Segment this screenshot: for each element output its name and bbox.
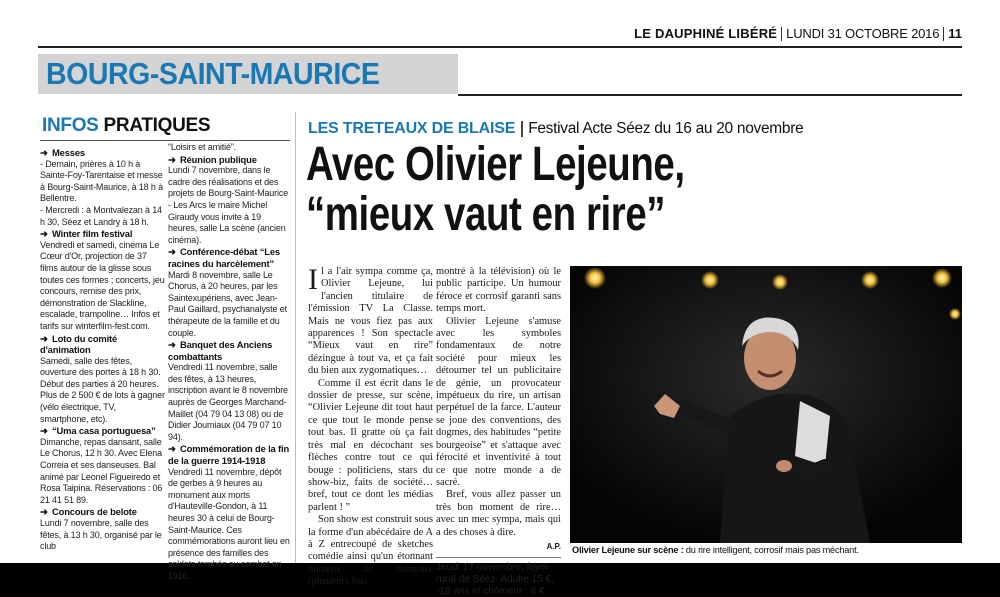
info-item: [40, 333, 165, 426]
info-item-title: “Uma casa portuguesa”: [52, 425, 156, 437]
info-item-title: Concours de belote: [52, 506, 137, 518]
practical-info: Jeudi 17 novembre, foyer rural de Séez. Adulte 15 €, -18 ans et chômeur : 8 €.: [436, 562, 554, 597]
info-item-title: Réunion publique: [180, 153, 257, 165]
article-paragraph: Bref, vous allez passer un très bon moment de rire… avec un mec sympa, mais qui a des choses à dire.: [436, 489, 561, 538]
top-rule: [38, 46, 962, 48]
newspaper-name: LE DAUPHINÉ LIBÉRÉ: [634, 26, 778, 41]
info-item: [40, 228, 165, 332]
infos-pratiques-heading: [42, 115, 210, 137]
stage-performer-illustration: [570, 266, 962, 543]
issue-date: LUNDI 31 OCTOBRE 2016: [786, 26, 940, 41]
info-item-body: Lundi 7 novembre, dans le cadre des réalisations et des projets de Bourg-Saint-Maurice - Les Arcs le maire Michel Giraudy vous invite à 19 heures, salle La scène (ancien cinéma).: [168, 165, 289, 245]
arrow-icon: ➜: [168, 443, 176, 455]
info-item: [168, 443, 292, 582]
info-item-title: Loto du comité d'animation: [40, 332, 118, 356]
info-item-title: Commémoration de la fin de la guerre 1914-1918: [168, 443, 290, 467]
article-subtitle: Festival Acte Séez du 16 au 20 novembre: [528, 120, 804, 137]
arrow-icon: ➜: [40, 332, 48, 344]
article-paragraph: Olivier Lejeune s'amuse avec les symboles fondamentaux de notre société pour mieux les détourner tel un publicitaire de génie, un provocateur impétueux du rire, un artisan perpétuel de la farce. L'auteur se joue des conventions, des dogmes, des habitudes “petite bourgeoise” et s'attaque avec férocité et inventivité à tout ce que notre monde a de sacré.: [436, 315, 561, 488]
masthead-separator: [943, 27, 944, 41]
article-photo: [570, 266, 962, 543]
info-item: [40, 425, 165, 506]
page-number: 11: [948, 26, 962, 41]
info-item: [40, 506, 165, 552]
author-signature: A.P.: [546, 541, 561, 551]
arrow-icon: ➜: [40, 425, 48, 437]
caption-text: du rire intelligent, corrosif mais pas méchant.: [683, 545, 859, 555]
kicker-separator: [521, 121, 523, 137]
infos-column-1: [40, 147, 165, 553]
infos-rule: [40, 140, 290, 141]
info-item-body: Mardi 8 novembre, salle Le Chorus, à 20 heures, par les Saintexupériens, avec Jean-Paul Gaillard, psychanalyste et thérapeute de la famille et du couple.: [168, 269, 287, 338]
article-paragraph: Son show est construit sous la forme d'un abécédaire de A à Z entrecoupé de sketches comédie ainsi qu'un étonnant numéro de mémoire (plusieurs fois: [308, 514, 433, 588]
info-item-body: Vendredi 11 novembre, dépôt de gerbes à 9 heures au monument aux morts d'Hauteville-Gondon, à 11 heures 30 à celui de Bourg-Saint-Maurice. Ces commémorations auront lieu en présence des familles des soldats tombés au combat en 1916.: [168, 466, 290, 581]
info-item-body: - Demain, prières à 10 h à Sainte-Foy-Tarentaise et messe à Bourg-Saint-Maurice, à 18 h à Bellentre. - Mercredi : à Montvalezan à 14 h 30, Séez et Landry à 18 h.: [40, 158, 163, 227]
arrow-icon: ➜: [168, 246, 176, 258]
drop-cap: I: [308, 263, 318, 296]
info-item-title: Winter film festival: [52, 228, 133, 240]
info-item: [168, 154, 292, 247]
arrow-icon: ➜: [40, 228, 48, 240]
info-item-title: Conférence-débat “Les racines du harcèlement”: [168, 246, 280, 269]
article-column-1: [308, 263, 433, 589]
stage-light: [949, 308, 961, 320]
stage-light: [932, 268, 952, 288]
info-item-continuation: “Loisirs et amitié”.: [168, 142, 237, 152]
info-item: [168, 246, 292, 339]
article-paragraph: Comme il est écrit dans le dossier de presse, sur scène, “Olivier Lejeune dit tout haut ce que tout le monde pense tout bas. Il gratte où ça fait très mal en décochant ses flèches contre tout ce qui bouge : politiciens, stars du show-biz, faits de société… bref, tout ce dont les médias parlent ! ”: [308, 377, 433, 513]
info-item-body: Lundi 7 novembre, salle des fêtes, à 13 h 30, organisé par le club: [40, 518, 162, 552]
article-column-2: [436, 266, 561, 597]
masthead-separator: [781, 27, 782, 41]
article-rubric: LES TRETEAUX DE BLAISE: [308, 120, 516, 137]
headline-line-1: Avec Olivier Lejeune,: [306, 138, 685, 191]
section-title: BOURG-SAINT-MAURICE: [46, 56, 380, 91]
arrow-icon: ➜: [168, 153, 176, 165]
infos-column-2: [168, 142, 292, 583]
section-rule: [458, 94, 962, 96]
info-item-body: Samedi, salle des fêtes, ouverture des portes à 18 h 30. Début des parties à 20 heures. Plus de 2 500 € de lots à gagner (vélo électrique, TV, smartphone, etc).: [40, 355, 165, 424]
info-item: [40, 147, 165, 228]
stage-light: [701, 271, 719, 289]
headline-line-2: “mieux vaut en rire”: [306, 188, 666, 241]
photo-caption: [572, 545, 859, 555]
article-paragraph: montré à la télévision) où le public participe. Un humour féroce et corrosif garanti sans temps mort.: [436, 266, 561, 315]
stage-light: [584, 267, 606, 289]
stage-light: [772, 274, 788, 290]
stage-light: [861, 271, 879, 289]
info-item: [168, 339, 292, 443]
info-item-body: Vendredi 11 novembre, salle des fêtes, à 13 heures, inscription avant le 8 novembre auprès de Georges Marchand-Maillet (04 79 04 13 08) ou de Didier Joumiaux (04 79 07 10 94).: [168, 362, 288, 442]
info-item-title: Messes: [52, 147, 85, 158]
info-item-body: Vendredi et samedi, cinéma Le Cœur d'Or, projection de 37 films autour de la glisse sous toutes ces formes ; concerts, jeu concours, remise des prix, démonstration de Slackline, escalade, trampoline… Infos et tarifs sur winterfilm-fest.com.: [40, 239, 165, 331]
infos-heading-accent: INFOS: [42, 115, 99, 136]
arrow-icon: ➜: [168, 339, 176, 351]
practical-rule: [436, 557, 561, 558]
article-kicker: [308, 120, 803, 138]
article-paragraph: Il a l'air sympa comme ça, Olivier Lejeune, lui l'ancien titulaire de l'émission TV La Classe. Mais ne vous fiez pas aux apparences ! Son spectacle “Mieux vaut en rire” dézingue à tout va, et ça fait du bien aux zygomatiques…: [308, 263, 433, 377]
masthead: [634, 26, 962, 41]
article-headline: [306, 140, 685, 240]
caption-lead: Olivier Lejeune sur scène :: [572, 545, 684, 555]
arrow-icon: ➜: [40, 506, 48, 518]
info-item-title: Banquet des Anciens combattants: [168, 339, 273, 362]
infos-heading-rest: PRATIQUES: [103, 115, 211, 136]
info-item-body: Dimanche, repas dansant, salle Le Chorus, 12 h 30. Avec Elena Correia et ses danseuses. Bal animé par Leonel Figueiredo et Rosa Taipina. Réservations : 06 21 41 51 89.: [40, 436, 163, 505]
arrow-icon: ➜: [40, 147, 48, 158]
column-divider: [295, 112, 296, 563]
